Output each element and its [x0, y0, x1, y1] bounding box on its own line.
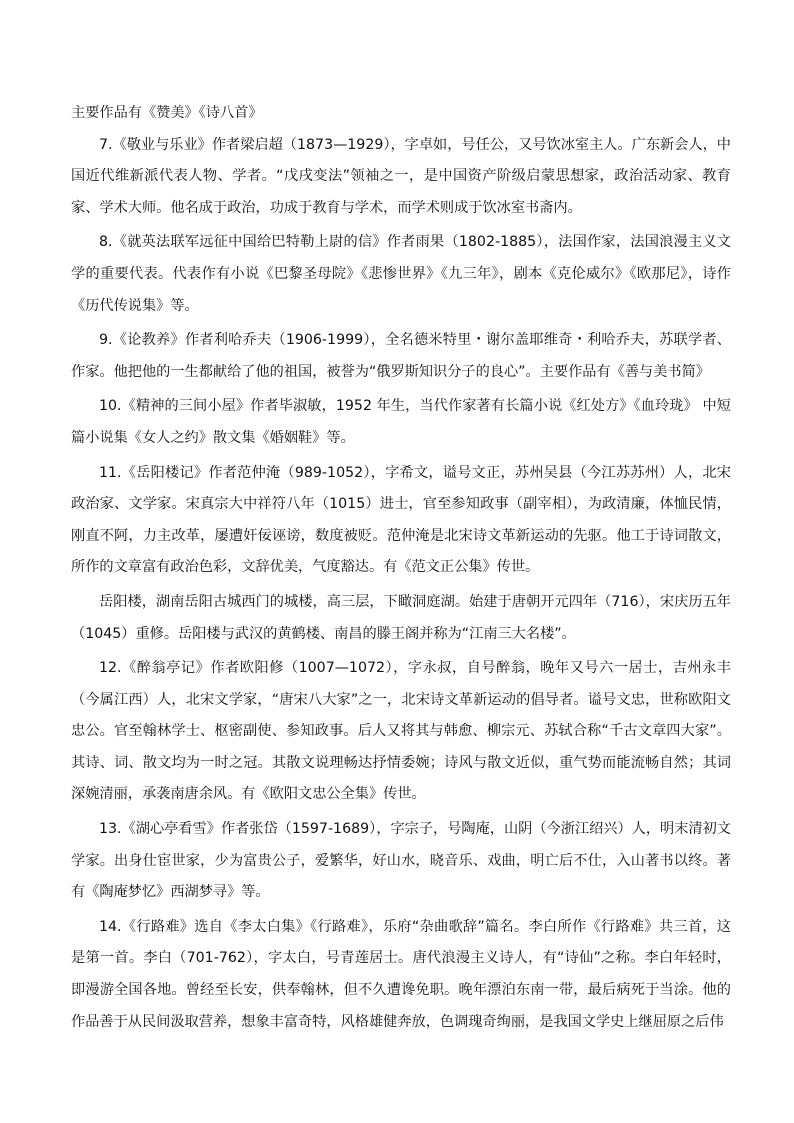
- paragraph-13: 13.《湖心亭看雪》作者张岱（1597-1689），字宗子，号陶庵，山阴（今浙江绍兴）人，明末清初文学家。出身仕宦世家，少为富贵公子，爱繁华，好山水，晓音乐、戏曲，明亡后不仕，入山著书以终。著有《陶庵梦忆》西湖梦寻》等。: [71, 821, 731, 901]
- paragraph-10: 10.《精神的三间小屋》作者毕淑敏，1952 年生，当代作家著有长篇小说《红处方》《血玲珑》 中短篇小说集《女人之约》散文集《婚姻鞋》等。: [71, 398, 731, 446]
- paragraph-yueyang-tower: 岳阳楼，湖南岳阳古城西门的城楼，高三层，下瞰洞庭湖。始建于唐朝开元四年（716），宋庆历五年（1045）重修。岳阳楼与武汉的黄鹤楼、南昌的滕王阁并称为“江南三大名楼”。: [71, 593, 731, 642]
- paragraph-0: 主要作品有《赞美》《诗八首》: [71, 105, 263, 121]
- document-body: [71, 98, 731, 1038]
- paragraph-9: 9.《论教养》作者利哈乔夫（1906-1999），全名德米特里・谢尔盖耶维奇・利哈乔夫，苏联学者、作家。他把他的一生都献给了他的祖国，被誉为“俄罗斯知识分子的良心”。主要作品有《善与美书简》: [71, 332, 731, 380]
- paragraph-8: 8.《就英法联军远征中国给巴特勒上尉的信》作者雨果（1802-1885），法国作家，法国浪漫主义文学的重要代表。代表作有小说《巴黎圣母院》《悲惨世界》《九三年》，剧本《克伦威尔》《欧那尼》，诗作《历代传说集》等。: [71, 234, 731, 314]
- paragraph-14: 14.《行路难》选自《李太白集》《行路难》，乐府“杂曲歌辞”篇名。李白所作《行路难》共三首，这是第一首。李白（701-762），字太白，号青莲居士。唐代浪漫主义诗人，有“诗仙”之称。李白年轻时，即漫游全国各地。曾经至长安，供奉翰林，但不久遭谗免职。晚年漂泊东南一带，最后病死于当涂。他的作品善于从民间汲取营养，想象丰富奇特，风格雄健奔放，色调瑰奇绚丽，是我国文学史上继屈原之后伟: [71, 918, 731, 1030]
- paragraph-7: 7.《敬业与乐业》作者梁启超（1873—1929），字卓如，号任公，又号饮冰室主人。广东新会人，中国近代维新派代表人物、学者。“戊戌变法”领袖之一，是中国资产阶级启蒙思想家，政治活动家、教育家、学术大师。他名成于政治，功成于教育与学术，而学术则成于饮冰室书斋内。: [71, 136, 731, 216]
- paragraph-11: 11.《岳阳楼记》作者范仲淹（989-1052），字希文，谥号文正，苏州吴县（今江苏苏州）人，北宋政治家、文学家。宋真宗大中祥符八年（1015）进士，官至参知政事（副宰相），为政清廉，体恤民情，刚直不阿，力主改革，屡遭奸佞诬谤，数度被贬。范仲淹是北宋诗文革新运动的先驱。他工于诗词散文，所作的文章富有政治色彩，文辞优美，气度豁达。有《范文正公集》传世。: [71, 464, 731, 576]
- paragraph-12: 12.《醉翁亭记》作者欧阳修（1007—1072），字永叔，自号醉翁，晚年又号六一居士，吉州永丰（今属江西）人，北宋文学家，“唐宋八大家”之一，北宋诗文革新运动的倡导者。谥号文忠，世称欧阳文忠公。官至翰林学士、枢密副使、参知政事。后人又将其与韩愈、柳宗元、苏轼合称“千古文章四大家”。其诗、词、散文均为一时之冠。其散文说理畅达抒情委婉；诗风与散文近似，重气势而能流畅自然；其词深婉清丽，承袭南唐余风。有《欧阳文忠公全集》传世。: [71, 660, 731, 803]
